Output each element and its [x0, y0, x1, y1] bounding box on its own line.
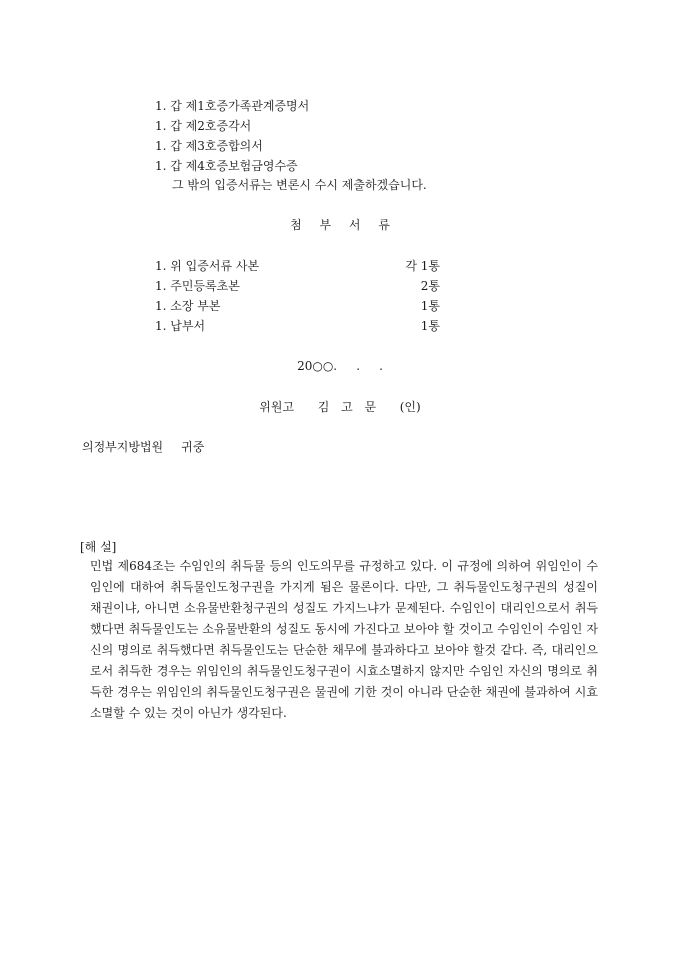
attachment-count: 2통: [420, 279, 440, 293]
submit-note: 그 밖의 입증서류는 변론시 수시 제출하겠습니다.: [172, 178, 427, 192]
signature-line: 위원고 김 고 문 (인): [259, 400, 421, 414]
evidence-item: 1. 갑 제1호증가족관계증명서: [155, 99, 310, 113]
attachment-row: [155, 276, 440, 296]
evidence-item: 1. 갑 제4호증보험금영수증: [155, 159, 298, 173]
evidence-item: 1. 갑 제2호증각서: [155, 119, 252, 133]
court-address: [82, 437, 222, 457]
attachment-item: 1. 주민등록초본: [155, 279, 240, 293]
evidence-list: [155, 96, 575, 176]
attachment-row: [155, 296, 440, 316]
attachment-count: 각 1통: [405, 259, 440, 273]
attachment-count: 1통: [420, 299, 440, 313]
attachment-item: 1. 납부서: [155, 319, 206, 333]
attachment-count: 1통: [420, 319, 440, 333]
attachment-row: [155, 316, 440, 336]
explanation-heading: [해 설]: [80, 540, 117, 554]
evidence-item: 1. 갑 제3호증합의서: [155, 139, 263, 153]
explanation-body: 민법 제684조는 수임인의 취득물 등의 인도의무를 규정하고 있다. 이 규정에 의하여 위임인이 수임인에 대하여 취득물인도청구권을 가지게 됨은 물론이다. 다만, 그 취득물인도청구권의 성질이 채권이냐, 아니면 소유물반환청구권의 성질도 가지느냐가 문제된다. 수임인이 대리인으로서 취득했다면 취득물인도는 소유물반환의 성질도 동시에 가진다고 보아야 할 것이고 수임인이 수임인 자신의 명의로 취득했다면 취득물인도는 단순한 채무에 불과하다고 보아야 할것 같다. 즉, 대리인으로서 취득한 경우는 위임인의 취득물인도청구권이 시효소멸하지 않지만 수임인 자신의 명의로 취득한 경우는 위임인의 취득물인도청구권은 물권에 기한 것이 아니라 단순한 채권에 불과하여 시효소멸할 수 있는 것이 아닌가 생각된다.: [90, 559, 598, 720]
court-name: 의정부지방법원: [82, 440, 164, 454]
attachment-row: [155, 256, 440, 276]
attachment-item: 1. 위 입증서류 사본: [155, 259, 260, 273]
attachments-title: 첨 부 서 류: [290, 218, 390, 232]
attachment-item: 1. 소장 부본: [155, 299, 221, 313]
attachments-list: [155, 256, 440, 336]
document-date: 20○○. . .: [297, 359, 383, 373]
court-suffix: 귀중: [181, 440, 205, 454]
